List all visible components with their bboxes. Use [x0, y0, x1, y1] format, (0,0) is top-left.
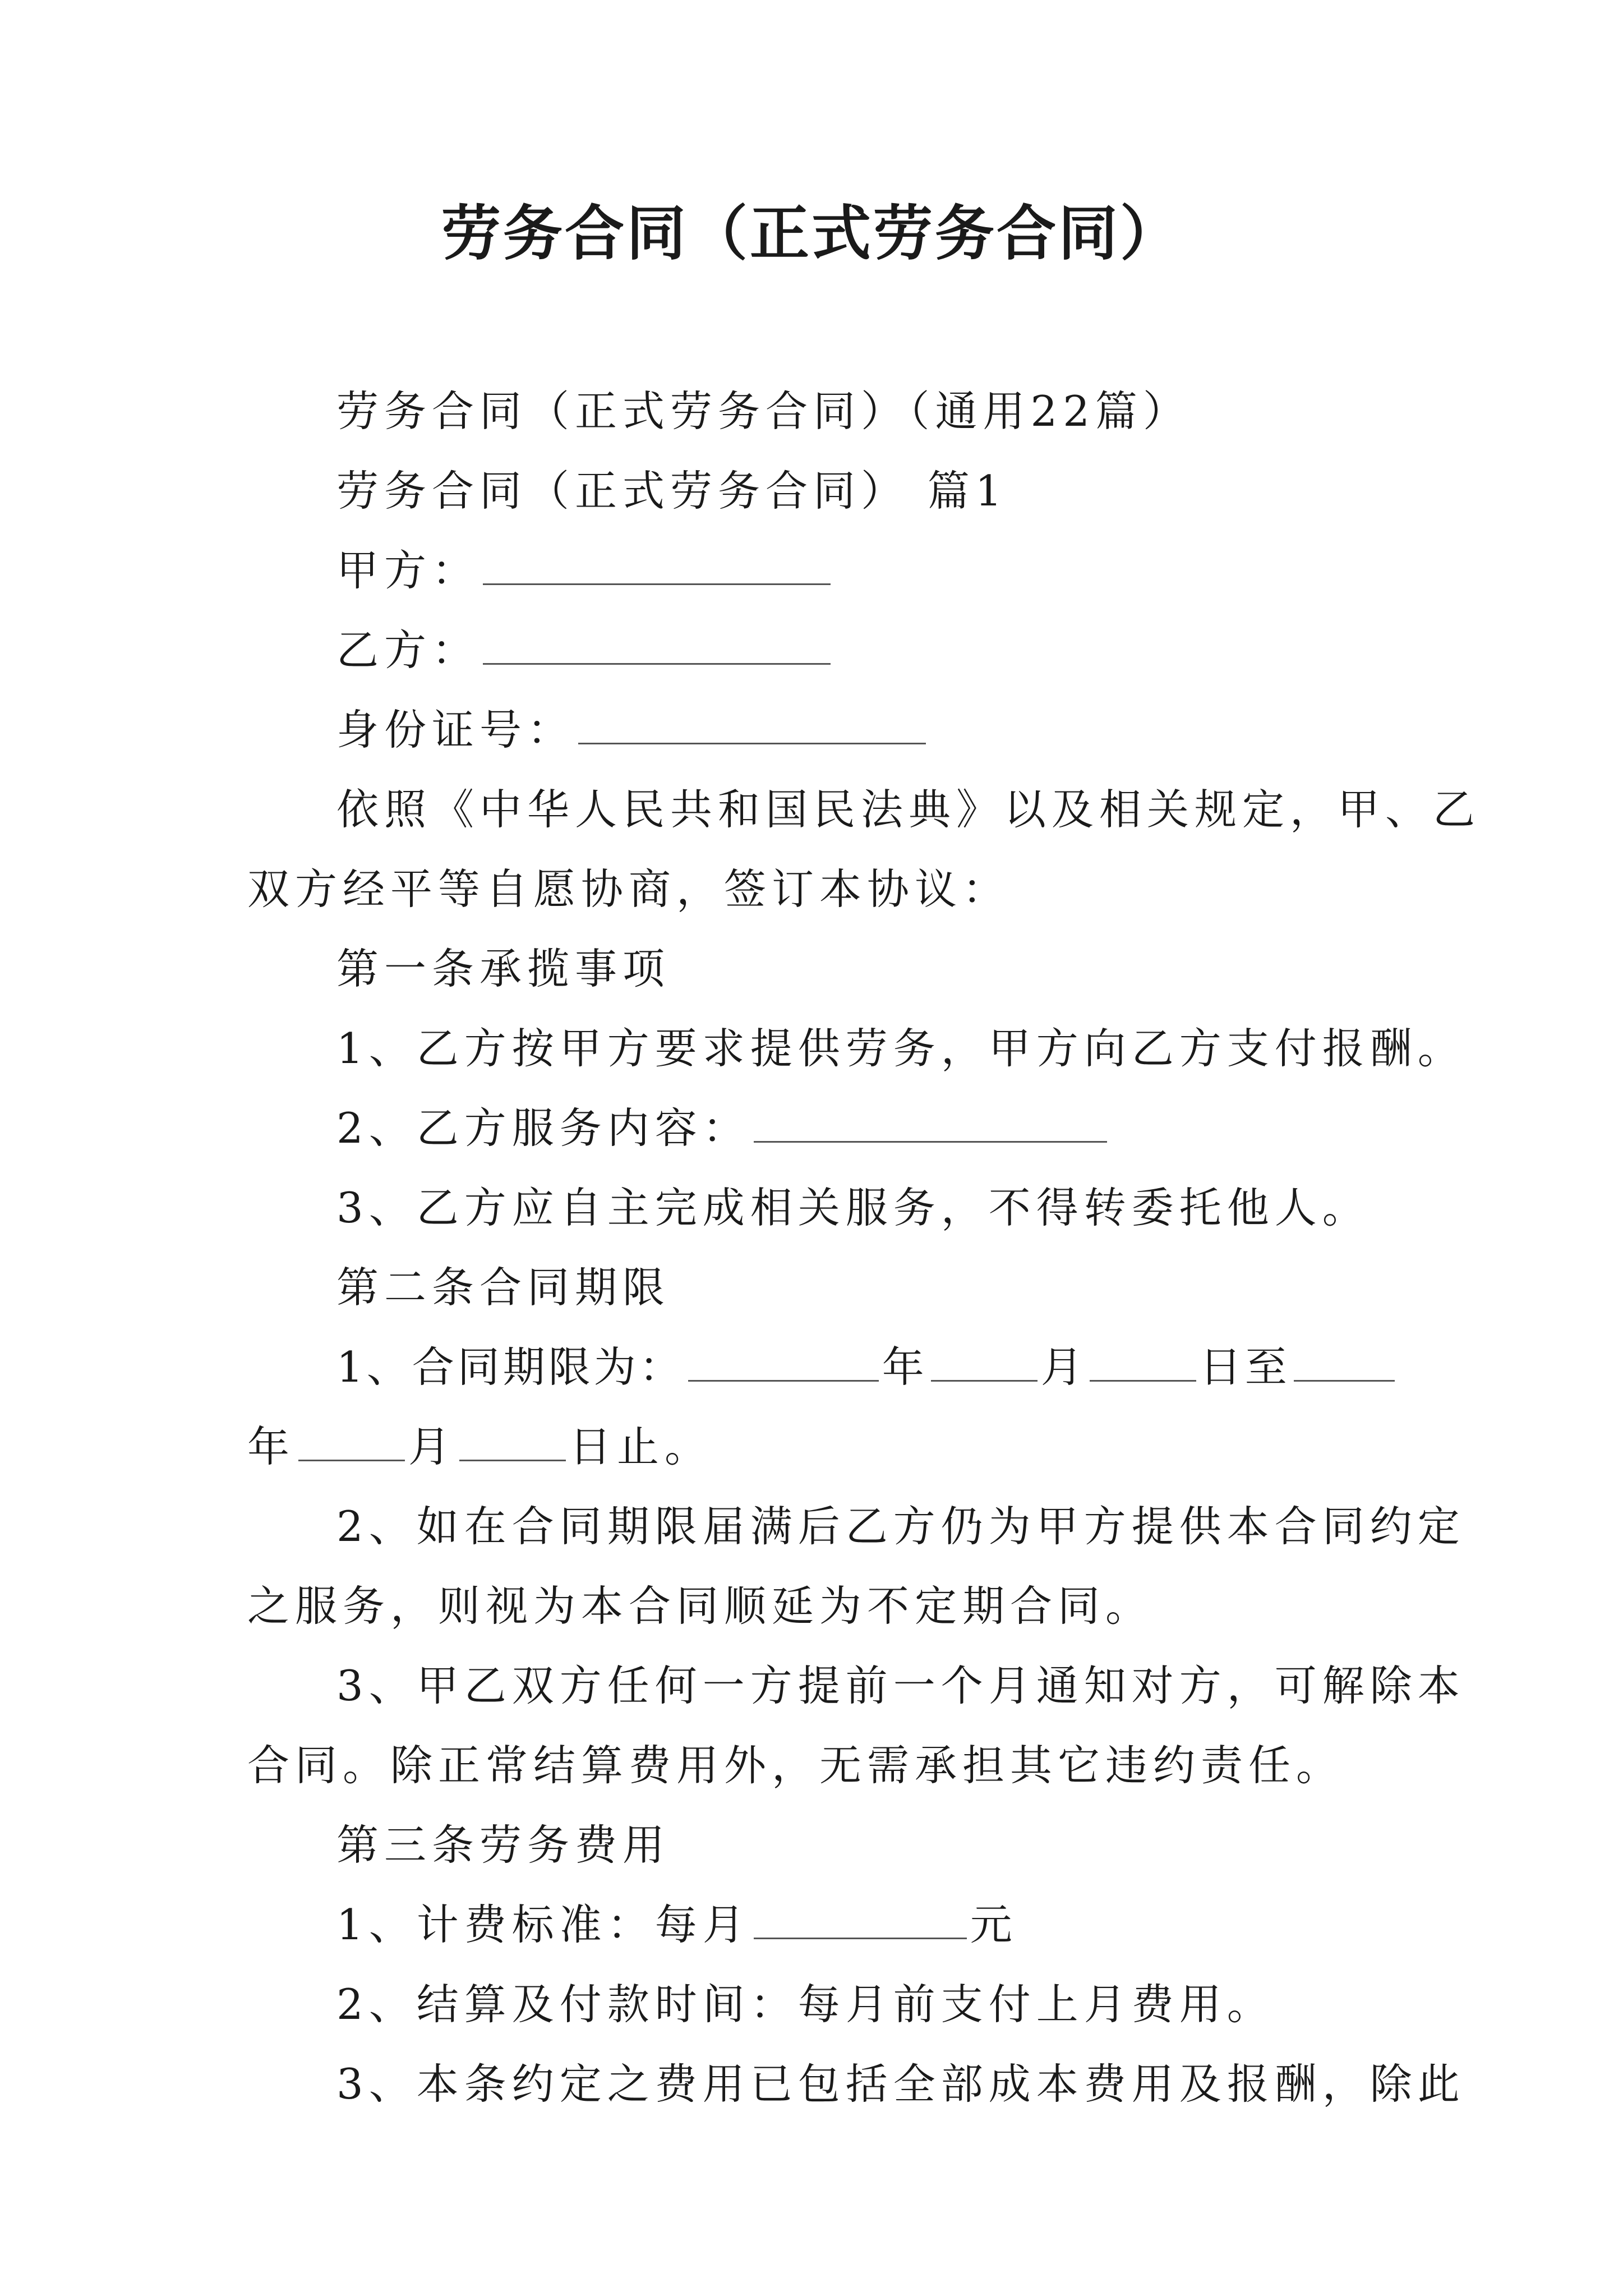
article2-item1-line2: [247, 1421, 712, 1472]
article2-item2-line2: 之服务，则视为本合同顺延为不定期合同。: [247, 1581, 1154, 1631]
article1-item1: 1、乙方按甲方要求提供劳务，甲方向乙方支付报酬。: [336, 1024, 1465, 1073]
document-title: 劳务合同（正式劳务合同）: [441, 198, 1182, 268]
document-subtitle: 劳务合同（正式劳务合同）（通用22篇）: [336, 386, 1191, 436]
party-a-blank: [483, 547, 831, 585]
article2-item2-line1: 2、如在合同期限届满后乙方仍为甲方提供本合同约定: [336, 1502, 1465, 1551]
start-month-unit: 月: [1040, 1342, 1086, 1392]
part-heading: 劳务合同（正式劳务合同） 篇1: [336, 466, 1008, 516]
fee-unit: 元: [970, 1900, 1018, 1949]
article1-heading: 第一条承揽事项: [336, 944, 671, 993]
term-label: 1、合同期限为：: [336, 1342, 685, 1392]
article1-item2-label: 2、乙方服务内容：: [336, 1103, 750, 1153]
start-month-blank: [931, 1344, 1038, 1382]
end-day-unit: 日止。: [569, 1422, 713, 1471]
party-a-label: 甲方：: [336, 546, 480, 595]
fee-standard-label: 1、计费标准：每月: [336, 1900, 750, 1949]
end-year-unit: 年: [247, 1422, 296, 1471]
intro-paragraph-line1: 依照《中华人民共和国民法典》以及相关规定，甲、乙: [336, 785, 1481, 834]
article1-item3: 3、乙方应自主完成相关服务，不得转委托他人。: [336, 1183, 1370, 1232]
end-year-blank-part1: [1294, 1344, 1395, 1382]
id-number-blank: [578, 707, 926, 744]
intro-paragraph-line2: 双方经平等自愿协商，签订本协议：: [247, 864, 1011, 914]
id-number-line: [336, 705, 929, 755]
article2-item3-line1: 3、甲乙双方任何一方提前一个月通知对方，可解除本: [336, 1661, 1465, 1710]
start-year-unit: 年: [882, 1342, 928, 1392]
article2-item1-line1: [336, 1342, 1398, 1392]
start-year-blank: [688, 1344, 879, 1382]
monthly-fee-blank: [754, 1902, 967, 1939]
article3-item3-line1: 3、本条约定之费用已包括全部成本费用及报酬，除此: [336, 2059, 1465, 2109]
end-month-unit: 月: [408, 1422, 457, 1471]
end-day-blank: [459, 1424, 566, 1461]
article3-heading: 第三条劳务费用: [336, 1820, 671, 1870]
party-b-blank: [483, 627, 831, 665]
article3-item2: 2、结算及付款时间：每月前支付上月费用。: [336, 1980, 1275, 2029]
article1-item2-line: [336, 1103, 1110, 1153]
article2-heading: 第二条合同期限: [336, 1263, 671, 1312]
service-content-blank: [754, 1105, 1107, 1143]
article2-item3-line2: 合同。除正常结算费用外，无需承担其它违约责任。: [247, 1741, 1344, 1790]
party-b-label: 乙方：: [336, 625, 480, 675]
end-month-blank: [298, 1424, 405, 1461]
party-b-line: [336, 625, 834, 675]
article3-item1-line: [336, 1899, 1018, 1950]
start-day-unit: 日至: [1199, 1342, 1290, 1392]
start-day-blank: [1090, 1344, 1196, 1382]
id-number-label: 身份证号：: [336, 705, 575, 754]
party-a-line: [336, 545, 834, 596]
